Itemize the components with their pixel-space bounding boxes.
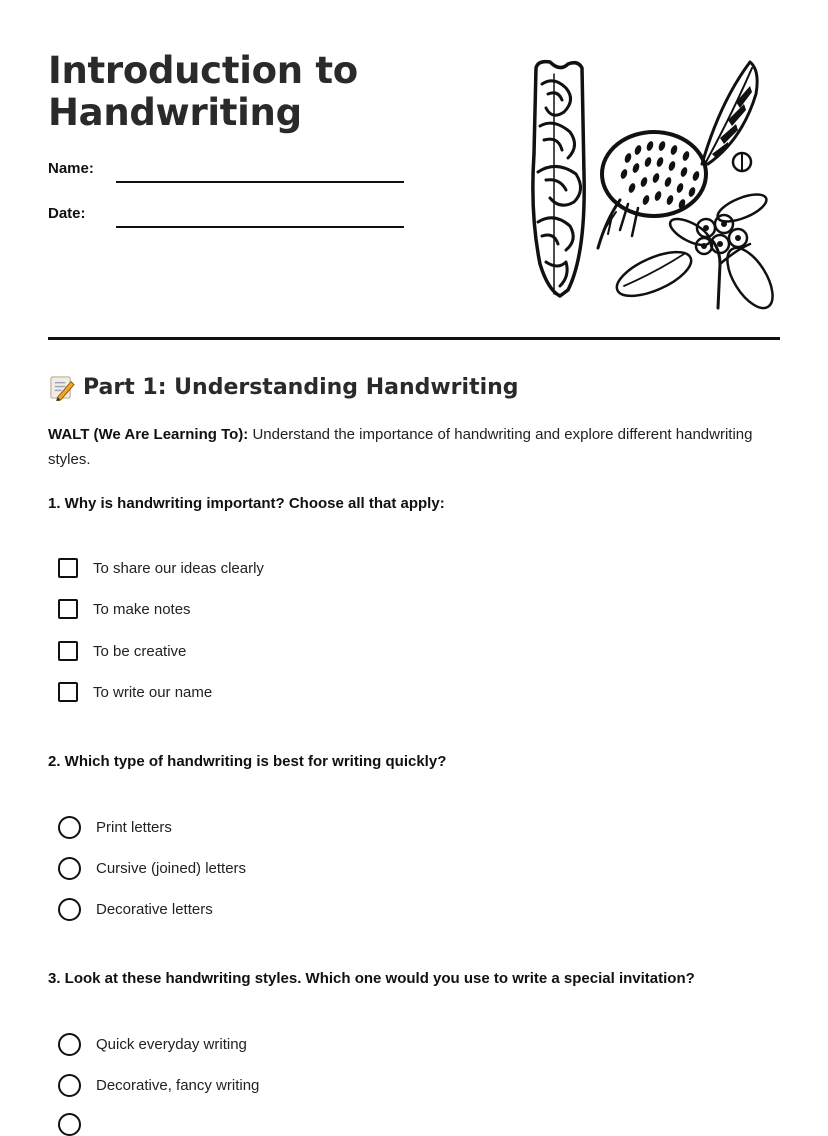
walt-text: Understand the importance of handwriting and explore different handwriting styles.: [48, 426, 753, 468]
radio-button[interactable]: [58, 1113, 81, 1136]
option-label: To write our name: [93, 683, 213, 701]
q1-option-1[interactable]: [58, 556, 264, 580]
checkbox[interactable]: [58, 558, 78, 578]
radio-button[interactable]: [58, 1074, 81, 1097]
checkbox[interactable]: [58, 599, 78, 619]
option-label: Quick everyday writing: [96, 1035, 247, 1053]
radio-button[interactable]: [58, 1033, 81, 1056]
question-2: 2. Which type of handwriting is best for writing quickly?: [48, 753, 447, 770]
part1-heading-text: Part 1: Understanding Handwriting: [83, 375, 519, 400]
q3-option-2[interactable]: [58, 1073, 259, 1097]
q3-option-3[interactable]: [58, 1112, 81, 1136]
name-label: Name:: [48, 160, 94, 177]
q2-option-3[interactable]: [58, 897, 213, 921]
walt-statement: [48, 422, 788, 472]
walt-label: WALT (We Are Learning To):: [48, 426, 249, 443]
maori-art-illustration: [524, 54, 774, 312]
radio-button[interactable]: [58, 857, 81, 880]
option-label: To share our ideas clearly: [93, 559, 264, 577]
section-divider: [48, 337, 780, 340]
name-field[interactable]: [116, 181, 404, 183]
memo-pencil-icon: [48, 374, 75, 401]
q1-option-2[interactable]: [58, 597, 191, 621]
option-label: To make notes: [93, 600, 191, 618]
date-label: Date:: [48, 205, 86, 222]
q3-option-1[interactable]: [58, 1032, 247, 1056]
option-label: Print letters: [96, 818, 172, 836]
option-label: To be creative: [93, 642, 187, 660]
q1-option-4[interactable]: [58, 680, 212, 704]
radio-button[interactable]: [58, 816, 81, 839]
option-label: Decorative, fancy writing: [96, 1076, 260, 1094]
option-label: Cursive (joined) letters: [96, 859, 247, 877]
date-field[interactable]: [116, 226, 404, 228]
question-3: 3. Look at these handwriting styles. Which one would you use to write a special invitation?: [48, 970, 695, 987]
checkbox[interactable]: [58, 641, 78, 661]
radio-button[interactable]: [58, 898, 81, 921]
question-1: 1. Why is handwriting important? Choose all that apply:: [48, 495, 445, 512]
option-label: Decorative letters: [96, 900, 213, 918]
q2-option-2[interactable]: [58, 856, 246, 880]
part1-heading: [48, 374, 519, 401]
q2-option-1[interactable]: [58, 815, 172, 839]
worksheet-title: Introduction to Handwriting: [48, 49, 358, 134]
q1-option-3[interactable]: [58, 639, 186, 663]
checkbox[interactable]: [58, 682, 78, 702]
